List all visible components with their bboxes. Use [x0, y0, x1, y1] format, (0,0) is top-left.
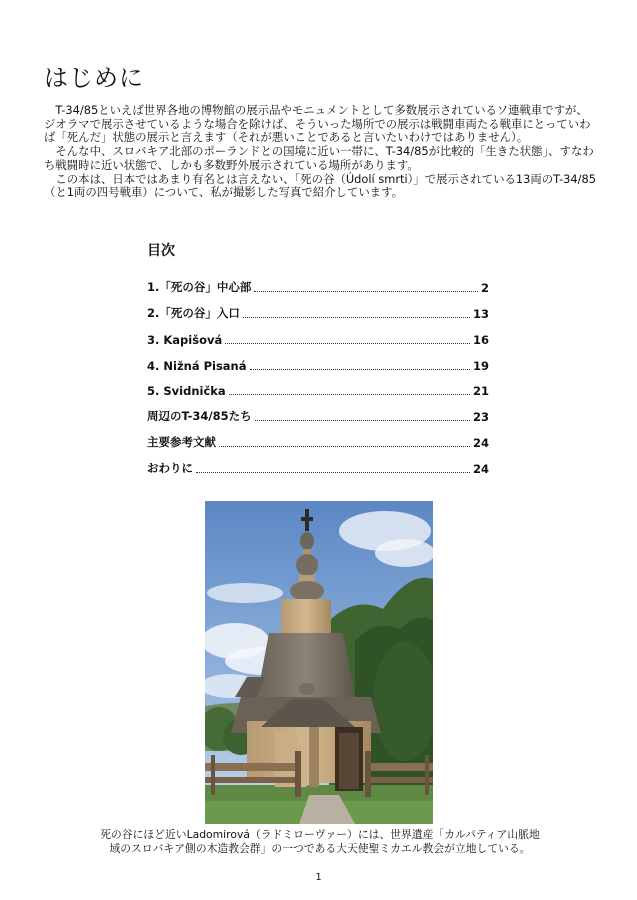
toc-entry-page: 13: [472, 306, 489, 321]
church-photo: [205, 501, 433, 824]
intro-paragraph: そんな中、スロバキア北部のポーランドとの国境に近い一帯に、T-34/85が比較的「生きた状態」、すなわち戦闘時に近い状態で、しかも多数野外展示されている場所があります。: [44, 144, 594, 172]
toc-entry-label: 5. Svidnička: [147, 384, 226, 399]
toc-entry-page: 16: [472, 332, 489, 347]
toc-entry[interactable]: [147, 295, 489, 321]
toc-entry-page: 24: [472, 462, 489, 477]
toc-entry-label: 2.「死の谷」入口: [147, 305, 240, 320]
toc-entry-page: 24: [472, 436, 489, 451]
toc-leader-dots: [255, 420, 470, 421]
toc-entry-label: 主要参考文献: [147, 435, 216, 450]
toc-entry[interactable]: [147, 347, 489, 373]
toc-entry[interactable]: [147, 269, 489, 295]
intro-paragraph: この本は、日本ではあまり有名とは言えない、「死の谷（Údolí smrti）」で展示されている13両のT-34/85（と1両の四号戦車）について、私が撮影した写真で紹介しています。: [44, 171, 597, 200]
toc-entry-label: おわりに: [147, 461, 193, 476]
toc-entry[interactable]: [147, 321, 489, 347]
toc-heading: 目次: [147, 243, 175, 259]
toc-entry[interactable]: [147, 424, 489, 450]
toc-entry-page: 2: [480, 280, 489, 295]
page-number: 1: [315, 872, 322, 883]
page-title: はじめに: [44, 64, 144, 92]
photo-caption: [100, 828, 540, 856]
toc-leader-dots: [243, 317, 470, 318]
toc-leader-dots: [219, 446, 470, 447]
toc-entry-label: 1.「死の谷」中心部: [147, 279, 252, 294]
caption-line: 死の谷にほど近いLadomirová（ラドミローヴァー）には、世界遺産「カルパティア山脈地: [100, 828, 540, 841]
toc-leader-dots: [250, 369, 470, 370]
caption-line: 域のスロバキア側の木造教会群」の一つである大天使聖ミカエル教会が立地している。: [109, 842, 531, 855]
toc-entry-label: 周辺のT-34/85たち: [147, 409, 252, 424]
toc-leader-dots: [254, 291, 478, 292]
intro-paragraph: T-34/85といえば世界各地の博物館の展示品やモニュメントとして多数展示されているソ連戦車ですが、ジオラマで展示させているような場合を除けば、そういった場所での展示は戦闘車両たる戦車にとっていわば「死んだ」状態の展示と言えます（それが悪いことであると言いたいわけではありません）。: [44, 103, 591, 145]
toc-entry-page: 21: [472, 384, 489, 399]
toc-leader-dots: [196, 472, 470, 473]
intro-text: [44, 104, 596, 200]
toc-leader-dots: [225, 343, 470, 344]
toc-entry-page: 19: [472, 358, 489, 373]
toc-entry-page: 23: [472, 410, 489, 425]
toc-entry[interactable]: [147, 398, 489, 424]
toc-entry-label: 4. Nižná Pisaná: [147, 358, 247, 373]
toc-leader-dots: [229, 394, 470, 395]
toc-entry-label: 3. Kapišová: [147, 332, 223, 347]
toc-entry[interactable]: [147, 373, 489, 399]
table-of-contents: [147, 240, 489, 476]
toc-entry[interactable]: [147, 450, 489, 476]
